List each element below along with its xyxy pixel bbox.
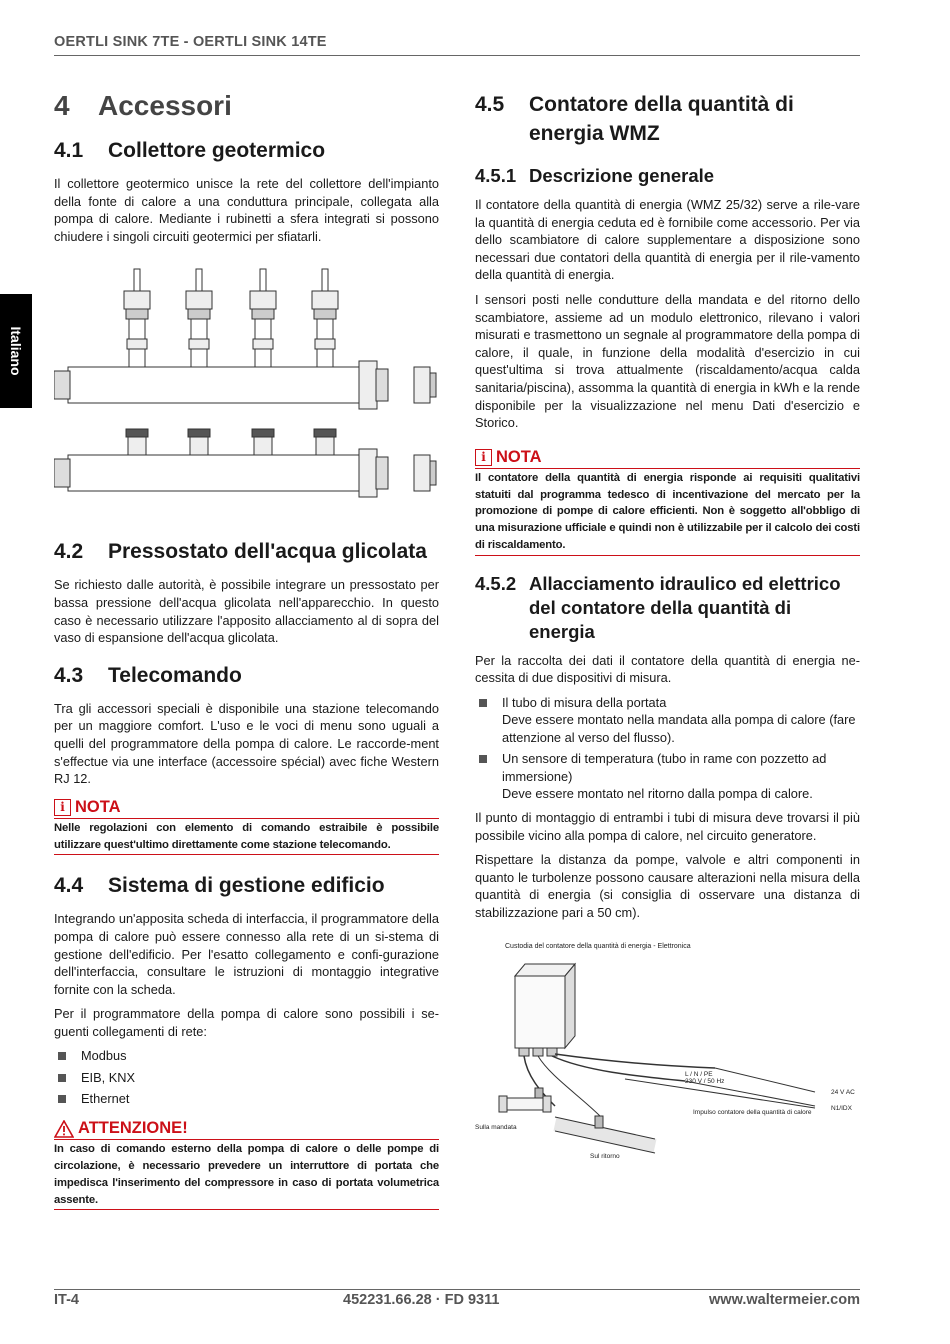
manifold-pipe	[68, 367, 364, 403]
section-4-4-text-1: Integrando un'apposita scheda di interfaccia, il programmatore della pompa di calore può essere connesso alla rete di un si-stema di gestione dell'edificio. Per l'esatto collegamento e confi-gurazione dell'interfaccia, consultare le istruzioni di montaggio integrative fornite con la scheda.	[54, 911, 439, 997]
section-4-1-heading: 4.1 Collettore geotermico	[54, 139, 326, 162]
section-4-5-2-text-3: Rispettare la distanza da pompe, valvole e altri componenti in quanto le turbolenze possono causare alterazioni nella misura della quantità di energia (si consiglia di osservare una distanza di stabilizzazione pari a 50 cm).	[475, 852, 860, 920]
return-label: Sul ritorno	[590, 1152, 620, 1160]
measuring-devices-list	[475, 694, 860, 803]
supply-24v-label: 24 V AC	[831, 1088, 855, 1096]
right-column	[475, 90, 860, 1166]
impulse-label: Impulso contatore della quantità di calore	[693, 1108, 812, 1116]
warning-text: In caso di comando esterno della pompa di calore o delle pompe di circolazione, è necessario prevedere un interruttore di portata che impedisca l'inserimento del compressore in caso di portata volumetrica assente.	[54, 1140, 439, 1210]
left-column	[54, 90, 439, 1226]
section-4-1-text: Il collettore geotermico unisce la rete del collettore dell'impianto della fonte di calore a una conduttura principale, collegata alla pompa di calore. Mediante i rubinetti a sfera integrati si possono chiudere i singoli circuiti geotermici per sfiatarli.	[54, 176, 439, 244]
section-4-5-2-heading: 4.5.2 Allacciamento idraulico ed elettrico del contatore della quantità di energia	[475, 572, 841, 642]
warning-box: ATTENZIONE! In caso di comando esterno della pompa di calore o delle pompe di circolazione, è necessario prevedere un interruttore di portata che impedisca l'inserimento del compressore in caso di portata volumetrica assente.	[54, 1119, 439, 1210]
ball-valve-icon	[250, 269, 276, 367]
ball-valve-icon	[124, 269, 150, 367]
section-4-5-1-text-2: I sensori posti nelle condutture della mandata e del ritorno dello scambiatore, assieme ad un modulo elettronico, rilevano i valori misurati e trasmettono un segnale al programmatore della pompa di calore, il quale, in funzione della modalità d'esercizio in cui quest'ultima si trova attualmente (riscaldamento/acqua calda sanitaria/piscina), assomma la quantità di energia in kWh e la rende disponibile per la visualizzazione nel menu Dati d'esercizio e Storico.	[475, 291, 860, 431]
ball-valve-icon	[186, 269, 212, 367]
section-4-5-heading: 4.5 Contatore della quantità di energia WMZ	[475, 93, 794, 145]
footer-rule	[54, 1289, 860, 1290]
section-4-2-text: Se richiesto dalle autorità, è possibile integrare un pressostato per bassa pressione dell'acqua glicolata nell'apparecchio. In questo caso è necessario utilizzare l'apposito allacciamento al di sopra del vaso di espansione dell'acqua glicolata.	[54, 577, 439, 646]
language-tab-label: Italiano	[8, 326, 24, 376]
section-4-5-2-text-2: Il punto di montaggio di entrambi i tubi di misura deve trovarsi il più possibile vicino alla pompa di calore, nel circuito generatore.	[475, 809, 860, 843]
document-number: 452231.66.28 · FD 9311	[343, 1292, 500, 1308]
chapter-heading: 4 Accessori	[54, 90, 232, 121]
section-4-4-text-2: Per il programmatore della pompa di calore sono possibili i se-guenti collegamenti di rete:	[54, 1006, 439, 1039]
note-box: i NOTA Il contatore della quantità di energia risponde ai requisiti qualitativi statuiti dal programma tedesco di incentivazione del mercato per la promozione di pompe di calore efficienti. Non è soggetto all'obbligo di una misurazione ufficiale e quindi non è utilizzabile per il calcolo dei costi di riscaldamento.	[475, 448, 860, 556]
list-item: Ethernet	[54, 1090, 439, 1108]
note-text: Il contatore della quantità di energia risponde ai requisiti qualitativi statuiti dal programma tedesco di incentivazione del mercato per la promozione di pompe di calore efficienti. Non è soggetto all'obbligo di una misurazione ufficiale e quindi non è utilizzabile per il calcolo dei costi di riscaldamento.	[475, 469, 860, 556]
geothermal-manifold-drawing	[54, 257, 439, 517]
diagram-title: Custodia del contatore della quantità di energia - Elettronica	[505, 942, 691, 950]
energy-meter-wiring-diagram	[475, 936, 860, 1166]
flow-measuring-pipe	[505, 1098, 545, 1110]
list-item: EIB, KNX	[54, 1069, 439, 1087]
warning-triangle-icon	[54, 1120, 74, 1138]
section-4-5-1-text-1: Il contatore della quantità di energia (WMZ 25/32) serve a rile-vare la quantità di energia ceduta ed è fornibile come accessorio. Per via dello scambiatore di calore supplementare a disposizione sono necessari due contatori della quantità di energia per il rile-vamento della quantità di energia.	[475, 197, 860, 283]
section-4-5-2-text-1: Per la raccolta dei dati il contatore della quantità di energia ne-cessita di due dispositivi di misura.	[475, 652, 860, 686]
note-text: Nelle regolazioni con elemento di comando estraibile è possibile utilizzare quest'ultimo direttamente come stazione telecomando.	[54, 819, 439, 856]
flow-label: Sulla mandata	[475, 1123, 517, 1131]
manifold-pipe	[68, 455, 364, 491]
section-4-5-1-heading: 4.5.1 Descrizione generale	[475, 165, 715, 186]
header-rule	[54, 55, 860, 56]
list-item: Il tubo di misura della portata Deve essere montato nella mandata alla pompa di calore (fare attenzione al verso del flusso).	[475, 694, 860, 747]
n1-idx-label: N1/IDX	[831, 1104, 852, 1112]
ball-valve-icon	[312, 269, 338, 367]
note-box: i NOTA Nelle regolazioni con elemento di comando estraibile è possibile utilizzare quest'ultimo direttamente come stazione telecomando.	[54, 798, 439, 856]
network-list	[54, 1047, 439, 1107]
list-item: Un sensore di temperatura (tubo in rame con pozzetto ad immersione) Deve essere montato nel ritorno dalla pompa di calore.	[475, 750, 860, 803]
voltage-label: 230 V / 50 Hz	[685, 1077, 725, 1085]
meter-housing	[515, 976, 565, 1048]
info-icon: i	[54, 799, 71, 816]
website: www.waltermeier.com	[709, 1292, 860, 1308]
language-tab	[0, 294, 32, 408]
section-4-3-heading: 4.3 Telecomando	[54, 663, 242, 687]
list-item: Modbus	[54, 1047, 439, 1065]
header-title: OERTLI SINK 7TE - OERTLI SINK 14TE	[54, 34, 327, 50]
page-number: IT-4	[54, 1292, 79, 1308]
power-label: L / N / PE	[685, 1070, 713, 1078]
section-4-2-heading: 4.2 Pressostato dell'acqua glicolata	[54, 540, 427, 564]
section-4-3-text: Tra gli accessori speciali è disponibile una stazione telecomando per un maggiore comfort. L'uso e le voci di menu sono uguali a quelli del programmatore della pompa di calore. Le raccorde-ment s'effectue via une interface (accessoire spécial) avec fiche Western RJ 12.	[54, 700, 439, 787]
section-4-4-heading: 4.4 Sistema di gestione edificio	[54, 874, 385, 898]
info-icon: i	[475, 449, 492, 466]
